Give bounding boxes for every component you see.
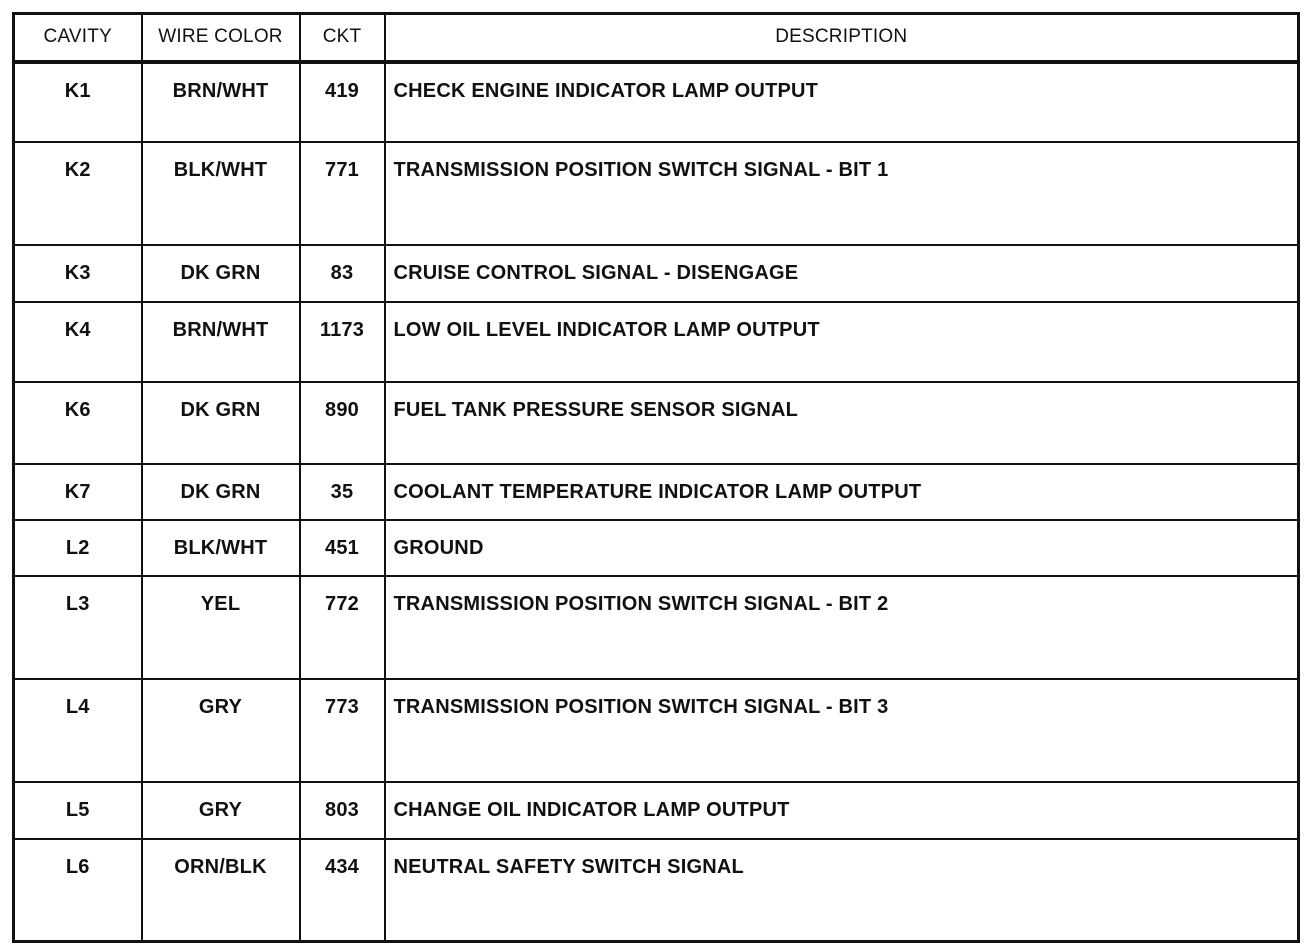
table-row xyxy=(14,782,1299,839)
cell-ckt: 773 xyxy=(300,679,385,782)
cell-ckt: 772 xyxy=(300,576,385,679)
table-row xyxy=(14,464,1299,520)
cell-wire-color: GRY xyxy=(142,782,300,839)
cell-ckt: 451 xyxy=(300,520,385,576)
cell-wire-color: ORN/BLK xyxy=(142,839,300,942)
cell-cavity: L3 xyxy=(14,576,142,679)
cell-wire-color: DK GRN xyxy=(142,382,300,464)
table-row xyxy=(14,520,1299,576)
cell-description: CHECK ENGINE INDICATOR LAMP OUTPUT xyxy=(385,62,1299,142)
cell-ckt: 419 xyxy=(300,62,385,142)
cell-description: COOLANT TEMPERATURE INDICATOR LAMP OUTPUT xyxy=(385,464,1299,520)
cell-description: TRANSMISSION POSITION SWITCH SIGNAL - BIT 1 xyxy=(385,142,1299,245)
cell-cavity: K2 xyxy=(14,142,142,245)
cell-cavity: L2 xyxy=(14,520,142,576)
table-row xyxy=(14,679,1299,782)
cell-description: TRANSMISSION POSITION SWITCH SIGNAL - BIT 3 xyxy=(385,679,1299,782)
cell-description: CRUISE CONTROL SIGNAL - DISENGAGE xyxy=(385,245,1299,302)
cell-description: LOW OIL LEVEL INDICATOR LAMP OUTPUT xyxy=(385,302,1299,382)
cell-cavity: K4 xyxy=(14,302,142,382)
cell-ckt: 35 xyxy=(300,464,385,520)
cell-ckt: 771 xyxy=(300,142,385,245)
table-row xyxy=(14,382,1299,464)
table-row xyxy=(14,839,1299,942)
table-row xyxy=(14,142,1299,245)
cell-description: NEUTRAL SAFETY SWITCH SIGNAL xyxy=(385,839,1299,942)
table-header-row xyxy=(14,14,1299,62)
cell-cavity: K3 xyxy=(14,245,142,302)
cell-wire-color: BLK/WHT xyxy=(142,520,300,576)
cell-description: FUEL TANK PRESSURE SENSOR SIGNAL xyxy=(385,382,1299,464)
cell-wire-color: DK GRN xyxy=(142,464,300,520)
cell-cavity: L5 xyxy=(14,782,142,839)
cell-cavity: K6 xyxy=(14,382,142,464)
cell-description: GROUND xyxy=(385,520,1299,576)
cell-ckt: 83 xyxy=(300,245,385,302)
cell-cavity: K1 xyxy=(14,62,142,142)
cell-ckt: 803 xyxy=(300,782,385,839)
cell-wire-color: DK GRN xyxy=(142,245,300,302)
header-cavity: CAVITY xyxy=(14,14,142,62)
cell-wire-color: BRN/WHT xyxy=(142,302,300,382)
cell-wire-color: BLK/WHT xyxy=(142,142,300,245)
connector-pinout-table xyxy=(12,12,1300,943)
header-ckt: CKT xyxy=(300,14,385,62)
cell-wire-color: BRN/WHT xyxy=(142,62,300,142)
table-row xyxy=(14,62,1299,142)
cell-ckt: 434 xyxy=(300,839,385,942)
cell-description: CHANGE OIL INDICATOR LAMP OUTPUT xyxy=(385,782,1299,839)
cell-ckt: 1173 xyxy=(300,302,385,382)
cell-cavity: K7 xyxy=(14,464,142,520)
table-row xyxy=(14,576,1299,679)
cell-ckt: 890 xyxy=(300,382,385,464)
cell-wire-color: GRY xyxy=(142,679,300,782)
table-row xyxy=(14,302,1299,382)
cell-cavity: L6 xyxy=(14,839,142,942)
cell-wire-color: YEL xyxy=(142,576,300,679)
cell-description: TRANSMISSION POSITION SWITCH SIGNAL - BIT 2 xyxy=(385,576,1299,679)
table-row xyxy=(14,245,1299,302)
cell-cavity: L4 xyxy=(14,679,142,782)
header-wire-color: WIRE COLOR xyxy=(142,14,300,62)
header-description: DESCRIPTION xyxy=(385,14,1299,62)
